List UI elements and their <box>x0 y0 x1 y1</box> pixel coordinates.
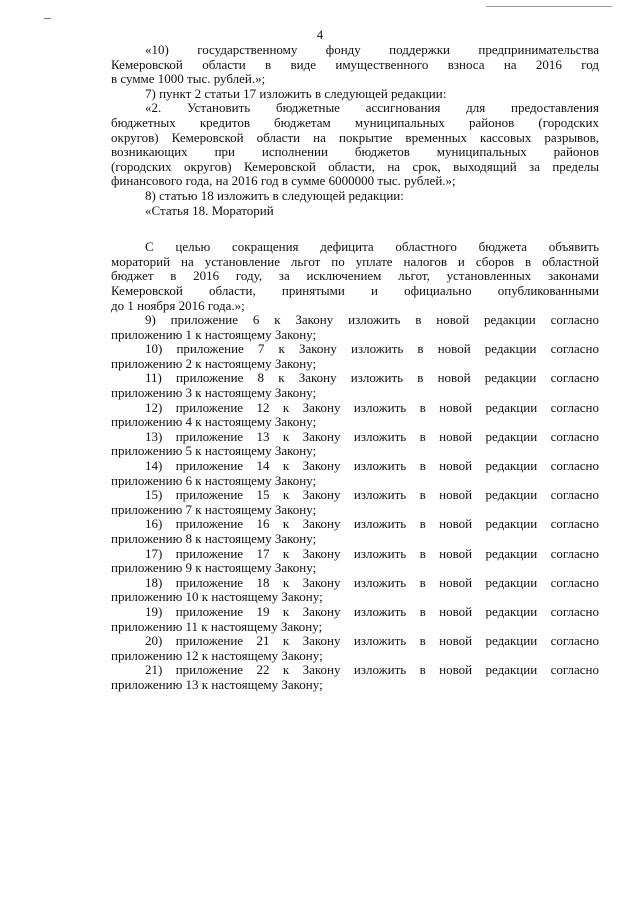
paragraph <box>111 459 599 488</box>
text-line: приложению 4 к настоящему Закону; <box>111 414 317 430</box>
text-line: «10) государственному фонду поддержки предпринимательства <box>145 42 599 57</box>
text-line: приложению 7 к настоящему Закону; <box>111 501 317 517</box>
paragraph <box>111 204 599 219</box>
paragraph <box>111 87 599 102</box>
paragraph-gap <box>111 218 599 240</box>
paragraph <box>111 430 599 459</box>
paragraph <box>111 634 599 663</box>
text-line: приложению 9 к настоящему Закону; <box>111 560 317 576</box>
text-line: приложению 6 к настоящему Закону; <box>111 472 317 488</box>
paragraph <box>111 517 599 546</box>
page-number: 4 <box>316 28 324 42</box>
text-line: приложению 1 к настоящему Закону; <box>111 326 317 342</box>
text-line: 20) приложение 21 к Закону изложить в новой редакции согласно <box>145 633 599 649</box>
text-line: 16) приложение 16 к Закону изложить в новой редакции согласно <box>145 516 599 532</box>
text-line: в сумме 1000 тыс. рублей.»; <box>111 71 266 87</box>
text-line: 8) статью 18 изложить в следующей редакции: <box>145 187 404 203</box>
paragraph <box>111 189 599 204</box>
text-line: приложению 11 к настоящему Закону; <box>111 618 323 634</box>
text-line: Кемеровской области в виде имущественного взноса на 2016 год <box>111 56 599 72</box>
text-line: 10) приложение 7 к Закону изложить в новой редакции согласно <box>145 341 599 357</box>
paragraph <box>111 401 599 430</box>
text-line: мораторий на установление льгот по уплате налогов и сборов в областной <box>111 253 599 269</box>
text-line: приложению 10 к настоящему Закону; <box>111 589 323 605</box>
text-line: приложению 13 к настоящему Закону; <box>111 676 323 692</box>
text-line: Кемеровской области, принятыми и официально опубликованными <box>111 282 599 298</box>
paragraph <box>111 101 599 189</box>
paragraph <box>111 43 599 87</box>
paragraph <box>111 547 599 576</box>
paragraph <box>111 342 599 371</box>
scan-artifact-line <box>486 6 612 7</box>
text-line: 11) приложение 8 к Закону изложить в новой редакции согласно <box>145 370 599 386</box>
paragraph <box>111 605 599 634</box>
scan-artifact-dash <box>44 18 51 19</box>
text-line: «2. Установить бюджетные ассигнования для предоставления <box>145 100 599 116</box>
paragraph <box>111 240 599 313</box>
text-line: приложению 8 к настоящему Закону; <box>111 531 317 546</box>
text-line: 21) приложение 22 к Закону изложить в новой редакции согласно <box>145 662 599 678</box>
text-line: 12) приложение 12 к Закону изложить в новой редакции согласно <box>145 399 599 415</box>
text-line: 13) приложение 13 к Закону изложить в новой редакции согласно <box>145 428 599 444</box>
text-line: 18) приложение 18 к Закону изложить в новой редакции согласно <box>145 574 599 590</box>
text-line: приложению 3 к настоящему Закону; <box>111 385 317 401</box>
paragraph <box>111 371 599 400</box>
text-line: 19) приложение 19 к Закону изложить в новой редакции согласно <box>145 603 599 619</box>
text-line: приложению 2 к настоящему Закону; <box>111 355 317 371</box>
paragraph <box>111 663 599 692</box>
paragraph <box>111 313 599 342</box>
text-line: приложению 12 к настоящему Закону; <box>111 647 323 663</box>
text-line: округов) Кемеровской области на покрытие временных кассовых разрывов, <box>111 129 599 145</box>
text-line: 7) пункт 2 статьи 17 изложить в следующей редакции: <box>145 85 447 101</box>
document-body <box>111 43 599 693</box>
text-line: 15) приложение 15 к Закону изложить в новой редакции согласно <box>145 487 599 503</box>
text-line: 9) приложение 6 к Закону изложить в новой редакции согласно <box>145 312 599 328</box>
text-line: финансового года, на 2016 год в сумме 6000000 тыс. рублей.»; <box>111 173 456 189</box>
text-line: до 1 ноября 2016 года.»; <box>111 297 245 313</box>
text-line: бюджет в 2016 году, за исключением льгот, установленных законами <box>111 268 599 284</box>
text-line: возникающих при исполнении бюджетов муниципальных районов <box>111 144 599 160</box>
text-line: 17) приложение 17 к Закону изложить в новой редакции согласно <box>145 545 599 561</box>
text-line: С целью сокращения дефицита областного бюджета объявить <box>145 239 599 255</box>
paragraph <box>111 488 599 517</box>
text-line: приложению 5 к настоящему Закону; <box>111 443 317 459</box>
text-line: «Статья 18. Мораторий <box>145 202 274 218</box>
text-line: 14) приложение 14 к Закону изложить в новой редакции согласно <box>145 458 599 474</box>
text-line: бюджетных кредитов бюджетам муниципальных районов (городских <box>111 114 599 130</box>
text-line: (городских округов) Кемеровской области, на срок, выходящий за пределы <box>111 158 599 174</box>
paragraph <box>111 576 599 605</box>
